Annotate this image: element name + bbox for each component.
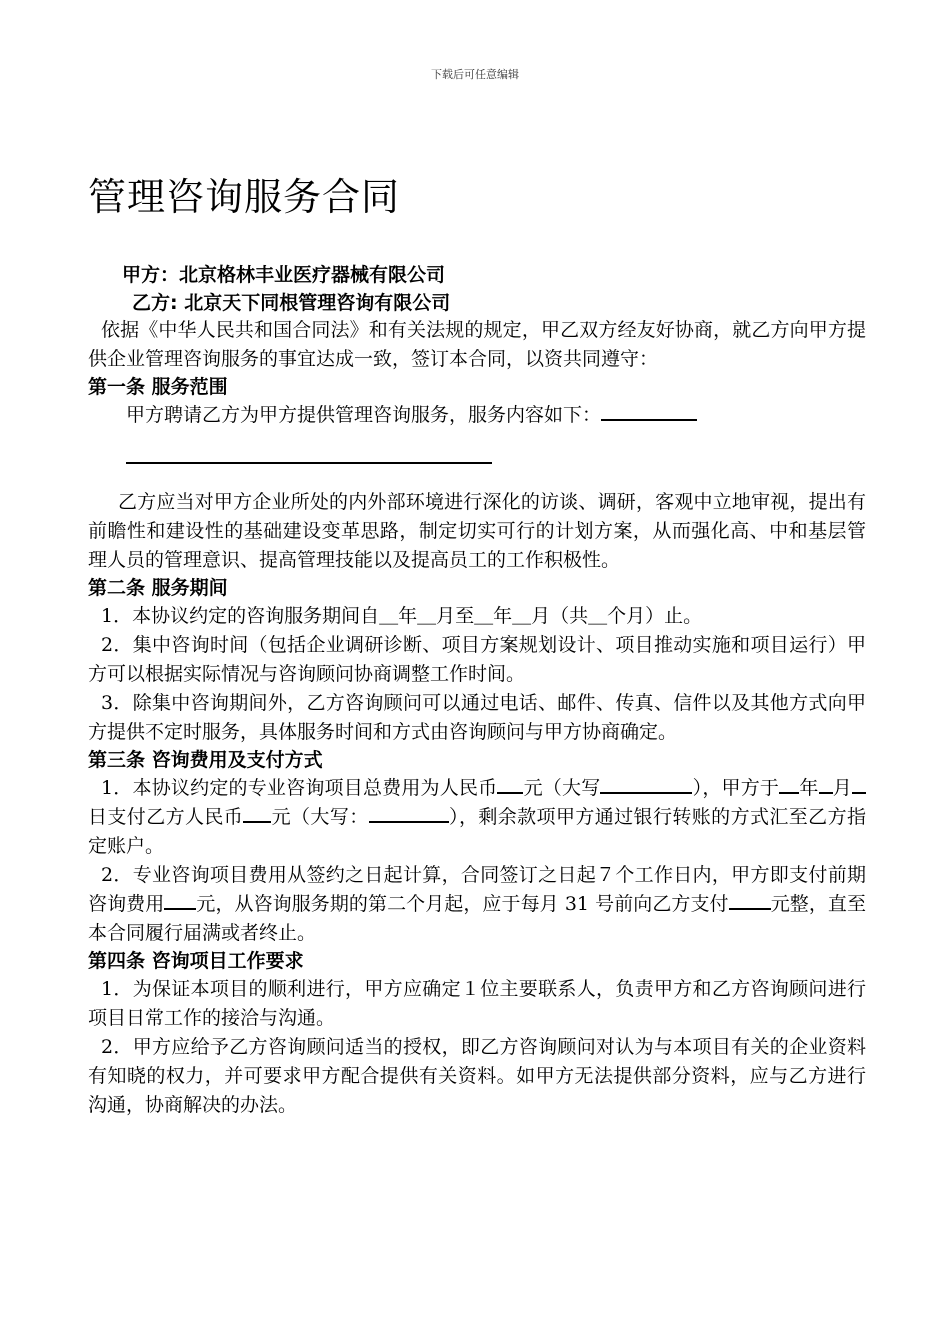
article1-heading: 第一条 服务范围 xyxy=(88,376,228,398)
article2-heading: 第二条 服务期间 xyxy=(88,577,228,599)
blank-field xyxy=(164,890,196,910)
blank-field xyxy=(600,774,692,794)
blank-field xyxy=(243,803,271,823)
blank-field xyxy=(779,774,799,794)
article4-item2: 2．甲方应给予乙方咨询顾问适当的授权，即乙方咨询顾问对认为与本项目有关的企业资料有知晓的权力，并可要求甲方配合提供有关资料。如甲方无法提供部分资料，应与乙方进行沟通，协商解决的办法。 xyxy=(88,1036,866,1116)
header-note: 下载后可任意编辑 xyxy=(431,68,519,81)
blank-field xyxy=(819,774,833,794)
blank-field xyxy=(729,890,771,910)
article2-item2: 2．集中咨询时间（包括企业调研诊断、项目方案规划设计、项目推动实施和项目运行）甲方可以根据实际情况与咨询顾问协商调整工作时间。 xyxy=(88,634,866,685)
article3-heading: 第三条 咨询费用及支付方式 xyxy=(88,749,323,771)
article3-item2: 2．专业咨询项目费用从签约之日起计算，合同签订之日起７个工作日内，甲方即支付前期咨询费用 元，从咨询服务期的第二个月起，应于每月 31 号前向乙方支付 元整，直至本合同履行届满或者终止。 xyxy=(88,864,866,944)
blank-rule xyxy=(126,462,492,464)
blank-field xyxy=(601,401,697,421)
article4-item1: 1．为保证本项目的顺利进行，甲方应确定１位主要联系人，负责甲方和乙方咨询顾问进行项目日常工作的接洽与沟通。 xyxy=(88,978,866,1029)
blank-field xyxy=(369,803,449,823)
blank-area xyxy=(88,430,866,488)
contract-body xyxy=(88,316,866,1120)
document-title: 管理咨询服务合同 xyxy=(88,175,401,219)
blank-field xyxy=(852,774,866,794)
article2-item1: 1．本协议约定的咨询服务期间自＿年＿月至＿年＿月（共＿个月）止。 xyxy=(101,605,703,627)
article3-item1: 1．本协议约定的专业咨询项目总费用为人民币 元（大写 ），甲方于 年 月日支付乙方人民币 元（大写： ），剩余款项甲方通过银行转账的方式汇至乙方指定账户。 xyxy=(88,774,866,861)
party-b: 乙方: 北京天下同根管理咨询有限公司 xyxy=(132,292,451,314)
blank-field xyxy=(497,774,523,794)
article1-line1: 甲方聘请乙方为甲方提供管理咨询服务，服务内容如下： xyxy=(88,401,866,430)
preamble: 依据《中华人民共和国合同法》和有关法规的规定，甲乙双方经友好协商，就乙方向甲方提供企业管理咨询服务的事宜达成一致，签订本合同，以资共同遵守： xyxy=(88,319,866,370)
article1-body: 乙方应当对甲方企业所处的内外部环境进行深化的访谈、调研，客观中立地审视，提出有前瞻性和建设性的基础建设变革思路，制定切实可行的计划方案，从而强化高、中和基层管理人员的管理意识、提高管理技能以及提高员工的工作积极性。 xyxy=(88,491,866,571)
party-a: 甲方：北京格林丰业医疗器械有限公司 xyxy=(122,264,446,286)
article2-item3: 3．除集中咨询期间外，乙方咨询顾问可以通过电话、邮件、传真、信件以及其他方式向甲方提供不定时服务，具体服务时间和方式由咨询顾问与甲方协商确定。 xyxy=(88,692,866,743)
article4-heading: 第四条 咨询项目工作要求 xyxy=(88,950,304,972)
